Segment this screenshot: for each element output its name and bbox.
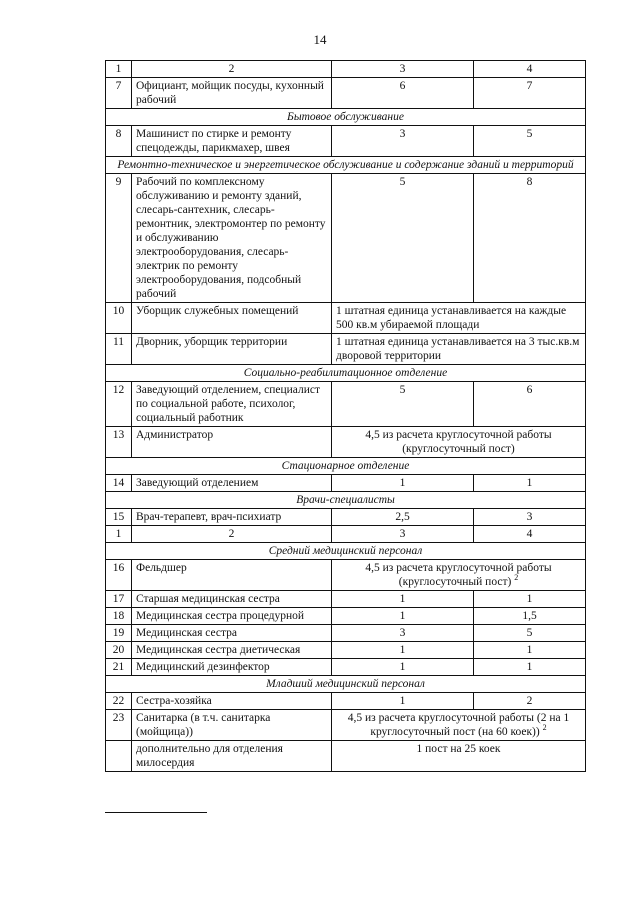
staffing-norm (332, 427, 586, 458)
position-name: Дворник, уборщик территории (132, 334, 332, 365)
staff-count-col3: 1 (332, 659, 474, 676)
table-row (106, 174, 586, 303)
staff-count-col3: 5 (332, 174, 474, 303)
row-number: 8 (106, 126, 132, 157)
position-name: дополнительно для отделения милосердия (132, 741, 332, 772)
staff-count-col4: 5 (474, 126, 586, 157)
section-title: Младший медицинский персонал (106, 676, 586, 693)
column-number-header: 1 (106, 526, 132, 543)
row-number: 13 (106, 427, 132, 458)
table-row (106, 625, 586, 642)
staff-count-col4: 6 (474, 382, 586, 427)
staff-count-col3: 3 (332, 625, 474, 642)
footnote-separator (105, 812, 207, 813)
table-row (106, 642, 586, 659)
position-name: Врач-терапевт, врач-психиатр (132, 509, 332, 526)
section-header-row (106, 543, 586, 560)
position-name: Рабочий по комплексному обслуживанию и ремонту зданий, слесарь-сантехник, слесарь-ремонтник, электромонтер по ремонту и обслуживанию электрооборудования, слесарь-электрик по ремонту электрооборудования, подсобный рабочий (132, 174, 332, 303)
section-title: Средний медицинский персонал (106, 543, 586, 560)
section-title: Стационарное отделение (106, 458, 586, 475)
staff-count-col3: 1 (332, 693, 474, 710)
staffing-table (105, 60, 586, 772)
row-number: 20 (106, 642, 132, 659)
table-row (106, 560, 586, 591)
table-row (106, 710, 586, 741)
row-number: 12 (106, 382, 132, 427)
staffing-norm (332, 741, 586, 772)
position-name: Медицинский дезинфектор (132, 659, 332, 676)
column-number-header: 2 (132, 526, 332, 543)
staff-count-col3: 3 (332, 126, 474, 157)
staff-count-col4: 1 (474, 659, 586, 676)
table-row (106, 126, 586, 157)
staff-count-col4: 8 (474, 174, 586, 303)
table-row (106, 509, 586, 526)
table-row (106, 475, 586, 492)
staff-count-col3: 5 (332, 382, 474, 427)
table-header-row (106, 526, 586, 543)
section-header-row (106, 365, 586, 382)
section-title: Врачи-специалисты (106, 492, 586, 509)
footnote-marker: 2 (542, 723, 547, 733)
staff-count-col3: 6 (332, 78, 474, 109)
position-name: Машинист по стирке и ремонту спецодежды, парикмахер, швея (132, 126, 332, 157)
section-title: Ремонтно-техническое и энергетическое обслуживание и содержание зданий и территорий (106, 157, 586, 174)
table-row (106, 659, 586, 676)
table-row (106, 334, 586, 365)
table-row (106, 693, 586, 710)
staff-count-col4: 1 (474, 642, 586, 659)
column-number-header: 1 (106, 61, 132, 78)
column-number-header: 3 (332, 526, 474, 543)
section-header-row (106, 157, 586, 174)
table-row (106, 608, 586, 625)
position-name: Уборщик служебных помещений (132, 303, 332, 334)
position-name: Официант, мойщик посуды, кухонный рабочий (132, 78, 332, 109)
page-number: 14 (313, 32, 327, 47)
row-number: 11 (106, 334, 132, 365)
table-row (106, 591, 586, 608)
row-number: 17 (106, 591, 132, 608)
row-number: 9 (106, 174, 132, 303)
position-name: Медицинская сестра (132, 625, 332, 642)
row-number: 19 (106, 625, 132, 642)
table-row (106, 303, 586, 334)
row-number: 23 (106, 710, 132, 741)
table-row (106, 78, 586, 109)
staff-count-col3: 1 (332, 642, 474, 659)
position-name: Администратор (132, 427, 332, 458)
section-title: Бытовое обслуживание (106, 109, 586, 126)
row-number: 22 (106, 693, 132, 710)
column-number-header: 4 (474, 526, 586, 543)
staffing-norm-text: 1 штатная единица устанавливается на 3 тыс.кв.м дворовой территории (336, 336, 580, 362)
staffing-norm-text: 1 штатная единица устанавливается на каждые 500 кв.м убираемой площади (336, 305, 567, 331)
position-name: Фельдшер (132, 560, 332, 591)
staff-count-col4: 1,5 (474, 608, 586, 625)
section-header-row (106, 676, 586, 693)
column-number-header: 4 (474, 61, 586, 78)
staffing-norm (332, 710, 586, 741)
section-header-row (106, 458, 586, 475)
table-row (106, 427, 586, 458)
section-title: Социально-реабилитационное отделение (106, 365, 586, 382)
staff-count-col4: 3 (474, 509, 586, 526)
staffing-norm-text: 4,5 из расчета круглосуточной работы (круглосуточный пост) (365, 429, 552, 455)
section-header-row (106, 492, 586, 509)
staff-count-col4: 7 (474, 78, 586, 109)
table-header-row (106, 61, 586, 78)
row-number: 16 (106, 560, 132, 591)
staffing-norm-text: 4,5 из расчета круглосуточной работы (2 на 1 круглосуточный пост (на 60 коек)) (347, 712, 570, 738)
staff-count-col4: 5 (474, 625, 586, 642)
position-name: Медицинская сестра диетическая (132, 642, 332, 659)
row-number: 15 (106, 509, 132, 526)
row-number: 7 (106, 78, 132, 109)
position-name: Медицинская сестра процедурной (132, 608, 332, 625)
position-name: Старшая медицинская сестра (132, 591, 332, 608)
staffing-norm-text: 4,5 из расчета круглосуточной работы (круглосуточный пост) (365, 562, 552, 588)
staff-count-col4: 1 (474, 591, 586, 608)
staff-count-col3: 2,5 (332, 509, 474, 526)
footnote-marker: 2 (514, 573, 519, 583)
position-name: Сестра-хозяйка (132, 693, 332, 710)
table-row (106, 382, 586, 427)
staffing-norm-text: 1 пост на 25 коек (416, 743, 501, 755)
table-row (106, 741, 586, 772)
staff-count-col3: 1 (332, 475, 474, 492)
staffing-norm (332, 334, 586, 365)
staff-count-col4: 1 (474, 475, 586, 492)
row-number: 10 (106, 303, 132, 334)
staff-count-col4: 2 (474, 693, 586, 710)
staff-count-col3: 1 (332, 608, 474, 625)
position-name: Санитарка (в т.ч. санитарка (мойщица)) (132, 710, 332, 741)
row-number (106, 741, 132, 772)
row-number: 21 (106, 659, 132, 676)
row-number: 18 (106, 608, 132, 625)
staff-count-col3: 1 (332, 591, 474, 608)
column-number-header: 3 (332, 61, 474, 78)
section-header-row (106, 109, 586, 126)
row-number: 14 (106, 475, 132, 492)
position-name: Заведующий отделением (132, 475, 332, 492)
staffing-norm (332, 560, 586, 591)
staffing-norm (332, 303, 586, 334)
column-number-header: 2 (132, 61, 332, 78)
position-name: Заведующий отделением, специалист по социальной работе, психолог, социальный работник (132, 382, 332, 427)
